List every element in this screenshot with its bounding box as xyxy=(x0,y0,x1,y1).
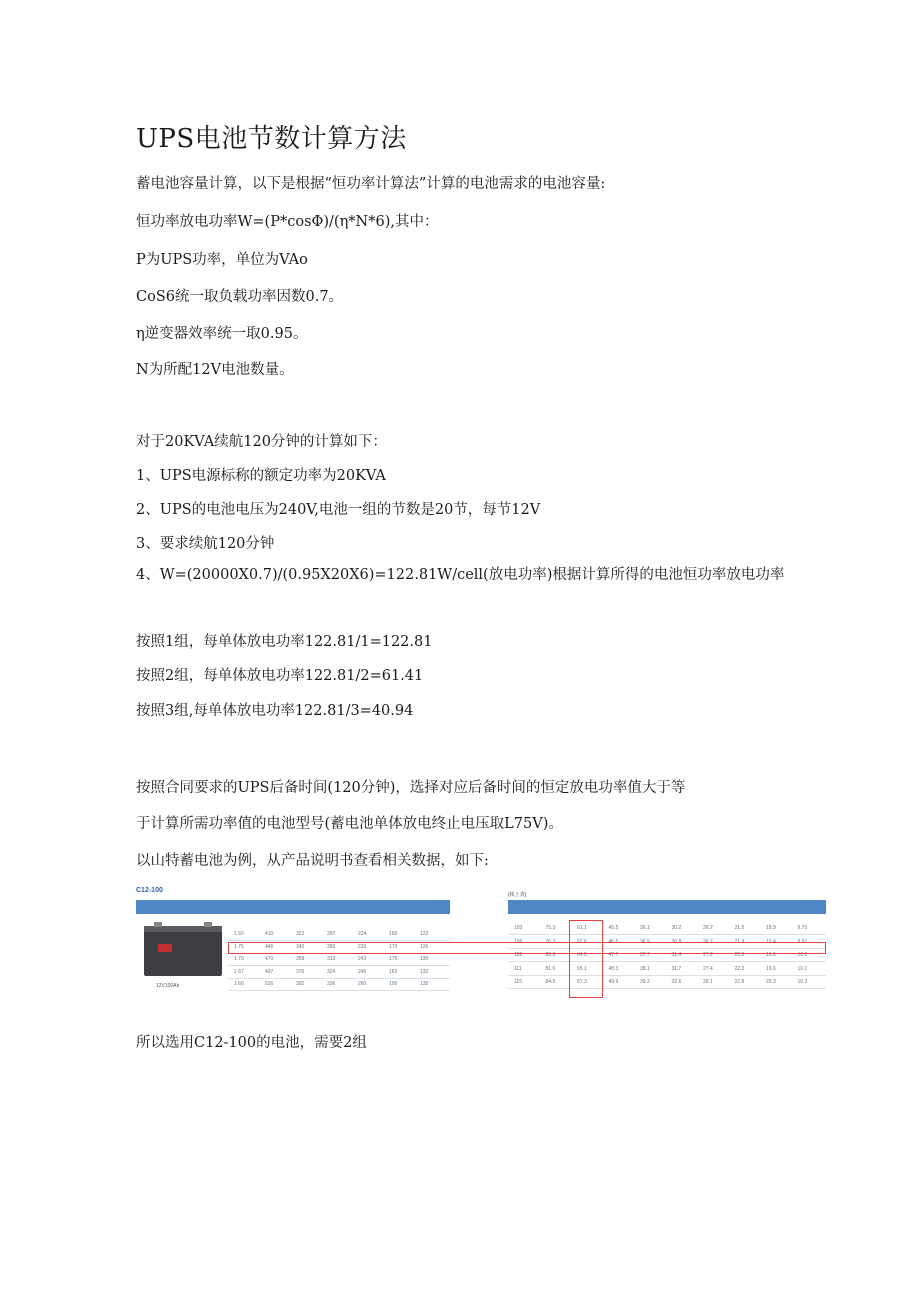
table-cell: 49.9 xyxy=(608,979,619,985)
table-cell: 75.3 xyxy=(545,925,556,931)
table-cell: 10.0 xyxy=(797,952,808,958)
table-cell: 45.5 xyxy=(608,925,619,931)
table-cell: 9.91 xyxy=(797,938,808,945)
table-header xyxy=(508,900,826,914)
table-cell: 26.7 xyxy=(703,938,713,945)
table-row xyxy=(228,978,450,991)
table-cell: 122 xyxy=(420,931,429,937)
paragraph: 4、W=(20000X0.7)/(0.95X20X6)=122.81W/cell(放电功率)根据计算所得的电池恒功率放电功率 xyxy=(136,567,785,583)
table-cell: 322 xyxy=(296,931,305,937)
paragraph: η逆变器效率统一取0.95。 xyxy=(136,326,308,342)
table-cell: 84.5 xyxy=(545,979,556,985)
table-cell: 135 xyxy=(420,981,429,987)
paragraph: 恒功率放电功率W=(P*cosΦ)/(η*N*6),其中： xyxy=(136,214,439,230)
table-cell: 21.5 xyxy=(734,925,745,931)
table-cell: 287 xyxy=(327,931,336,937)
table-cell: 19.4 xyxy=(766,938,776,945)
table-cell: 182 xyxy=(389,968,398,975)
table-cell: 36.1 xyxy=(640,925,650,931)
table-cell: 1.60 xyxy=(234,931,244,937)
table-title: C12-100 xyxy=(136,887,163,894)
table-cell: 27.2 xyxy=(703,952,713,958)
table-cell: 246 xyxy=(358,968,367,975)
table-row xyxy=(508,963,826,976)
table-cell: 47.7 xyxy=(608,952,619,958)
paragraph: 1、UPS电源标称的额定功率为20KVA xyxy=(136,468,386,484)
table-cell: 64.2 xyxy=(577,952,587,958)
table-cell: 19.6 xyxy=(766,965,776,972)
table-title: (续上表) xyxy=(508,892,527,898)
table-cell: 130 xyxy=(420,956,429,962)
table-cell: 166 xyxy=(389,931,398,937)
table-cell: 18.9 xyxy=(766,925,776,931)
table-cell: 31.7 xyxy=(671,965,682,972)
table-cell: 342 xyxy=(296,943,305,950)
paragraph: 按照合同要求的UPS后备时间(120分钟)，选择对应后备时间的恒定放电功率值大于等 xyxy=(136,780,686,796)
table-cell: 132 xyxy=(420,968,429,975)
paragraph: CoS6统一取负载功率因数0.7。 xyxy=(136,289,344,305)
table-cell: 10.3 xyxy=(797,979,808,985)
table-cell: 1.75 xyxy=(234,943,244,950)
table-row xyxy=(508,922,826,935)
table-cell: 111 xyxy=(514,965,522,972)
table-cell: 80.8 xyxy=(545,952,556,958)
table-cell: 103 xyxy=(514,925,523,931)
table-cell: 48.3 xyxy=(608,965,619,972)
table-cell: 81.6 xyxy=(545,965,556,972)
paragraph: 对于20KVA续航120分钟的计算如下： xyxy=(136,434,387,450)
table-cell: 19.6 xyxy=(766,952,776,958)
table-cell: 46.5 xyxy=(608,938,619,945)
table-cell: 350 xyxy=(327,943,336,950)
table-cell: 36.9 xyxy=(640,938,650,945)
page-title: UPS电池节数计算方法 xyxy=(136,124,407,154)
paragraph: 蓄电池容量计算，以下是根据“恒功率计算法”计算的电池需求的电池容量: xyxy=(136,176,606,192)
table-cell: 39.2 xyxy=(640,979,650,985)
table-cell: 9.75 xyxy=(797,925,808,931)
table-cell: 446 xyxy=(265,943,274,950)
table-cell: 1.60 xyxy=(234,981,244,987)
table-cell: 324 xyxy=(327,968,336,975)
table-cell: 22.8 xyxy=(734,979,745,985)
table-cell: 470 xyxy=(265,956,274,962)
table-row xyxy=(508,976,826,989)
table-cell: 313 xyxy=(327,956,336,962)
paragraph: 按照1组，每单体放电功率122.81/1=122.81 xyxy=(136,634,433,650)
table-cell: 67.3 xyxy=(577,979,587,985)
table-cell: 30.8 xyxy=(671,938,682,945)
paragraph: 2、UPS的电池电压为240V,电池一组的节数是20节，每节12V xyxy=(136,502,541,518)
table-cell: 62.6 xyxy=(577,938,587,945)
table-row xyxy=(228,928,450,941)
table-cell: 260 xyxy=(358,981,367,987)
table-cell: 224 xyxy=(358,931,367,937)
table-cell: 28.1 xyxy=(703,979,713,985)
table-cell: 10.1 xyxy=(797,965,808,972)
table-cell: 176 xyxy=(389,956,398,962)
table-cell: 115 xyxy=(514,979,522,985)
battery-caption: 12V100Ah xyxy=(156,983,180,989)
table-cell: 376 xyxy=(296,968,305,975)
paragraph: 3、要求续航120分钟 xyxy=(136,536,275,552)
battery-spec-figure xyxy=(136,888,826,998)
table-cell: 410 xyxy=(265,931,274,937)
table-cell: 32.6 xyxy=(671,979,682,985)
table-row xyxy=(228,966,450,979)
table-cell: 173 xyxy=(389,943,398,950)
table-cell: 22.0 xyxy=(734,952,745,958)
table-cell: 392 xyxy=(296,981,305,987)
highlight-row xyxy=(228,942,826,954)
table-cell: 21.9 xyxy=(734,938,745,945)
table-cell: 31.4 xyxy=(671,952,682,958)
table-cell: 526 xyxy=(265,981,274,987)
table-cell: 190 xyxy=(389,981,398,987)
table-cell: 106 xyxy=(514,938,523,945)
table-header xyxy=(136,900,450,914)
table-cell: 26.2 xyxy=(703,925,713,931)
paragraph: 以山特蓄电池为例，从产品说明书查看相关数据，如下: xyxy=(136,853,489,869)
paragraph: 所以选用C12-100的电池，需要2组 xyxy=(136,1035,367,1051)
table-cell: 76.3 xyxy=(545,938,556,945)
paragraph: 按照3组,每单体放电功率122.81/3=40.94 xyxy=(136,703,414,719)
paragraph: 按照2组，每单体放电功率122.81/2=61.41 xyxy=(136,668,424,684)
table-cell: 497 xyxy=(265,968,274,975)
table-cell: 359 xyxy=(296,956,305,962)
table-cell: 109 xyxy=(514,952,523,958)
table-cell: 243 xyxy=(358,956,367,962)
table-cell: 1.67 xyxy=(234,968,244,975)
table-cell: 233 xyxy=(358,943,367,950)
battery-image xyxy=(144,930,222,976)
table-cell: 1.70 xyxy=(234,956,244,962)
paragraph: N为所配12V电池数量。 xyxy=(136,362,294,378)
table-cell: 336 xyxy=(327,981,336,987)
table-cell: 22.2 xyxy=(734,965,745,972)
paragraph: P为UPS功率，单位为VAo xyxy=(136,252,308,268)
highlight-column xyxy=(569,920,603,998)
table-cell: 65.1 xyxy=(577,965,587,972)
table-cell: 126 xyxy=(420,943,429,950)
table-cell: 37.7 xyxy=(640,952,650,958)
table-cell: 61.1 xyxy=(577,925,587,931)
table-row xyxy=(228,953,450,966)
table-cell: 20.3 xyxy=(766,979,776,985)
table-cell: 30.2 xyxy=(671,925,682,931)
table-cell: 27.4 xyxy=(703,965,713,972)
table-cell: 38.1 xyxy=(640,965,650,972)
paragraph: 于计算所需功率值的电池型号(蓄电池单体放电终止电压取L75V)。 xyxy=(136,816,563,832)
